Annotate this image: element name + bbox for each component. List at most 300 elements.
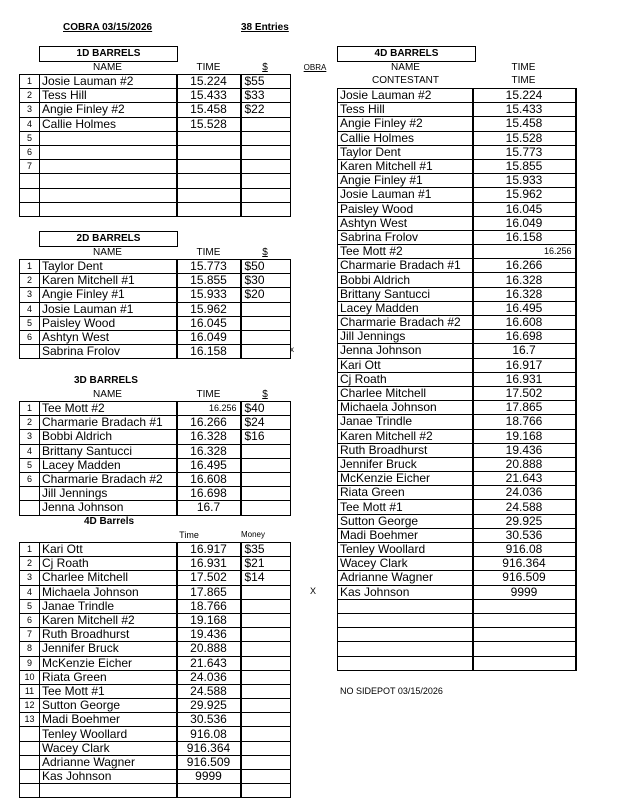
- contestant-name: Paisley Wood: [338, 202, 473, 216]
- payout-amount: [241, 770, 291, 784]
- place-number: [20, 741, 40, 755]
- d2-row: [20, 316, 291, 330]
- payout-amount: $40: [241, 402, 291, 416]
- place-number: 3: [20, 430, 40, 444]
- contestant-name: Jennifer Bruck: [40, 642, 177, 656]
- run-time: 16.328: [473, 287, 576, 301]
- payout-amount: $30: [241, 274, 291, 288]
- payout-amount: [241, 741, 291, 755]
- contestant-name: Angie Finley #2: [40, 103, 177, 117]
- contestant-name: Tee Mott #2: [40, 402, 177, 416]
- d2-row: [20, 330, 291, 344]
- contestant-name: [40, 174, 177, 188]
- all4d-row: [338, 145, 576, 159]
- d3-col-money: $: [262, 389, 268, 400]
- place-number: [20, 755, 40, 769]
- d3-row: [20, 472, 291, 486]
- payout-amount: $50: [241, 260, 291, 274]
- run-time: [177, 188, 241, 202]
- all4d-row: [338, 216, 576, 230]
- contestant-name: Jenna Johnson: [338, 344, 473, 358]
- payout-amount: [241, 458, 291, 472]
- all4d-row: [338, 358, 576, 372]
- run-time: 16.608: [177, 472, 241, 486]
- d4-col-money: Money: [240, 530, 265, 539]
- run-time: 24.036: [473, 486, 576, 500]
- place-number: 10: [20, 670, 40, 684]
- run-time: 17.502: [177, 571, 241, 585]
- run-time: 15.458: [473, 117, 576, 131]
- place-number: 3: [20, 103, 40, 117]
- contestant-name: Bobbi Aldrich: [40, 430, 177, 444]
- place-number: 1: [20, 75, 40, 89]
- run-time: 16.931: [473, 372, 576, 386]
- contestant-name: Josie Lauman #1: [40, 302, 177, 316]
- all4d-row: [338, 330, 576, 344]
- contestant-name: Jenna Johnson: [40, 501, 177, 515]
- d1-col-time: TIME: [196, 62, 221, 73]
- all4d-row: [338, 500, 576, 514]
- all4d-row: [338, 159, 576, 173]
- d4-row: [20, 571, 291, 585]
- run-time: 916.08: [473, 543, 576, 557]
- all4d-row: [338, 301, 576, 315]
- payout-amount: $33: [241, 89, 291, 103]
- d4-row: [20, 599, 291, 613]
- d1-row: [20, 202, 291, 216]
- d4-row: [20, 642, 291, 656]
- contestant-name: Lacey Madden: [338, 301, 473, 315]
- payout-amount: [241, 727, 291, 741]
- contestant-name: Charmarie Bradach #2: [40, 472, 177, 486]
- run-time: 16.045: [473, 202, 576, 216]
- place-number: 2: [20, 274, 40, 288]
- run-time: 15.224: [473, 89, 576, 103]
- run-time: 16.698: [177, 487, 241, 501]
- contestant-name: Riata Green: [338, 486, 473, 500]
- all4d-row: [338, 202, 576, 216]
- payout-amount: [241, 160, 291, 174]
- contestant-name: Tee Mott #1: [338, 500, 473, 514]
- place-number: 2: [20, 416, 40, 430]
- payout-amount: $55: [241, 75, 291, 89]
- contestant-name: Kas Johnson: [338, 585, 473, 599]
- payout-amount: $16: [241, 430, 291, 444]
- all4d-row: [338, 287, 576, 301]
- d4-row: [20, 557, 291, 571]
- d4-title: 4D Barrels: [84, 516, 135, 527]
- payout-amount: $35: [241, 543, 291, 557]
- place-number: 2: [20, 89, 40, 103]
- run-time: 16.158: [473, 230, 576, 244]
- payout-amount: [241, 784, 291, 798]
- contestant-name: Ashtyn West: [40, 330, 177, 344]
- d3-row: [20, 416, 291, 430]
- run-time: 15.933: [177, 288, 241, 302]
- d1-row: [20, 131, 291, 145]
- place-number: [20, 784, 40, 798]
- payout-amount: [241, 585, 291, 599]
- all4d-col-name: NAME: [391, 62, 420, 73]
- contestant-name: Madi Boehmer: [338, 528, 473, 542]
- run-time: 16.917: [473, 358, 576, 372]
- place-number: 7: [20, 160, 40, 174]
- all4d-col-contestant: CONTESTANT: [371, 75, 440, 86]
- run-time: 9999: [473, 585, 576, 599]
- d4-row: [20, 613, 291, 627]
- contestant-name: Janae Trindle: [40, 599, 177, 613]
- d3-table: [19, 401, 291, 516]
- payout-amount: [241, 613, 291, 627]
- contestant-name: Jill Jennings: [40, 487, 177, 501]
- all4d-row: [338, 344, 576, 358]
- run-time: 19.436: [177, 628, 241, 642]
- all4d-row: [338, 401, 576, 415]
- payout-amount: $14: [241, 571, 291, 585]
- all4d-row: [338, 557, 576, 571]
- run-time: 17.865: [473, 401, 576, 415]
- d2-row: [20, 288, 291, 302]
- contestant-name: [338, 613, 473, 627]
- contestant-name: [338, 642, 473, 656]
- d3-col-name: NAME: [93, 389, 122, 400]
- all4d-row: [338, 543, 576, 557]
- payout-amount: [241, 684, 291, 698]
- d4-row: [20, 656, 291, 670]
- all4d-row: [338, 117, 576, 131]
- d1-row: [20, 89, 291, 103]
- contestant-name: Angie Finley #1: [338, 174, 473, 188]
- contestant-name: Adrianne Wagner: [338, 571, 473, 585]
- payout-amount: [241, 188, 291, 202]
- document-title: COBRA 03/15/2026: [63, 22, 153, 33]
- place-number: 4: [20, 444, 40, 458]
- contestant-name: Angie Finley #2: [338, 117, 473, 131]
- d2-col-money: $: [262, 247, 268, 258]
- contestant-name: Angie Finley #1: [40, 288, 177, 302]
- contestant-name: Tess Hill: [40, 89, 177, 103]
- d1-col-name: NAME: [93, 62, 122, 73]
- d1-row: [20, 75, 291, 89]
- place-number: 12: [20, 699, 40, 713]
- contestant-name: Karen Mitchell #2: [40, 613, 177, 627]
- payout-amount: [241, 174, 291, 188]
- payout-amount: [241, 345, 291, 359]
- payout-amount: [241, 472, 291, 486]
- payout-amount: [241, 699, 291, 713]
- run-time: [473, 628, 576, 642]
- all4d-row: [338, 528, 576, 542]
- run-time: 16.328: [177, 430, 241, 444]
- d4-row: [20, 741, 291, 755]
- contestant-name: [338, 656, 473, 670]
- place-number: 6: [20, 145, 40, 159]
- all4d-row: [338, 571, 576, 585]
- contestant-name: Wacey Clark: [338, 557, 473, 571]
- run-time: [473, 613, 576, 627]
- d4-row: [20, 770, 291, 784]
- run-time: 21.643: [473, 472, 576, 486]
- d1-row: [20, 103, 291, 117]
- all4d-footer: NO SIDEPOT 03/15/2026: [340, 686, 443, 696]
- payout-amount: [241, 444, 291, 458]
- d4-col-time: Time: [179, 530, 199, 540]
- run-time: 17.502: [473, 386, 576, 400]
- contestant-name: Wacey Clark: [40, 741, 177, 755]
- place-number: 1: [20, 543, 40, 557]
- d4-row: [20, 727, 291, 741]
- contestant-name: Brittany Santucci: [338, 287, 473, 301]
- contestant-name: Ashtyn West: [338, 216, 473, 230]
- run-time: 19.436: [473, 443, 576, 457]
- contestant-name: Josie Lauman #2: [40, 75, 177, 89]
- all4d-row: [338, 585, 576, 599]
- run-time: 16.256: [473, 245, 576, 259]
- contestant-name: Charmarie Bradach #1: [40, 416, 177, 430]
- payout-amount: [241, 117, 291, 131]
- all4d-row: [338, 245, 576, 259]
- payout-amount: [241, 316, 291, 330]
- contestant-name: [40, 160, 177, 174]
- run-time: 30.536: [177, 713, 241, 727]
- d2-row: [20, 302, 291, 316]
- payout-amount: [241, 642, 291, 656]
- run-time: 16.158: [177, 345, 241, 359]
- d1-col-obra: OBRA: [303, 63, 327, 72]
- contestant-name: Jennifer Bruck: [338, 457, 473, 471]
- run-time: 16.045: [177, 316, 241, 330]
- d3-row: [20, 402, 291, 416]
- d4-row: [20, 628, 291, 642]
- all4d-row: [338, 642, 576, 656]
- contestant-name: Callie Holmes: [338, 131, 473, 145]
- place-number: 1: [20, 402, 40, 416]
- d1-row: [20, 117, 291, 131]
- d1-col-money: $: [262, 62, 268, 73]
- payout-amount: $22: [241, 103, 291, 117]
- all4d-row: [338, 429, 576, 443]
- run-time: 16.256: [177, 402, 241, 416]
- run-time: 24.588: [177, 684, 241, 698]
- run-time: 15.224: [177, 75, 241, 89]
- run-time: 16.698: [473, 330, 576, 344]
- d1-row: [20, 188, 291, 202]
- contestant-name: Karen Mitchell #2: [338, 429, 473, 443]
- contestant-name: Lacey Madden: [40, 458, 177, 472]
- all4d-row: [338, 174, 576, 188]
- all4d-row: [338, 131, 576, 145]
- run-time: [177, 131, 241, 145]
- d2-row: [20, 274, 291, 288]
- run-time: 24.036: [177, 670, 241, 684]
- all4d-row: [338, 230, 576, 244]
- contestant-name: Karen Mitchell #1: [40, 274, 177, 288]
- payout-amount: $24: [241, 416, 291, 430]
- run-time: 916.364: [473, 557, 576, 571]
- run-time: 16.266: [177, 416, 241, 430]
- run-time: 30.536: [473, 528, 576, 542]
- contestant-name: Karen Mitchell #1: [338, 159, 473, 173]
- contestant-name: [338, 628, 473, 642]
- run-time: 16.049: [473, 216, 576, 230]
- contestant-name: Ruth Broadhurst: [40, 628, 177, 642]
- all4d-row: [338, 89, 576, 103]
- place-number: 4: [20, 302, 40, 316]
- run-time: 15.433: [473, 103, 576, 117]
- payout-amount: [241, 656, 291, 670]
- contestant-name: Sutton George: [338, 514, 473, 528]
- run-time: 16.7: [473, 344, 576, 358]
- contestant-name: Michaela Johnson: [338, 401, 473, 415]
- all4d-row: [338, 613, 576, 627]
- run-time: [473, 656, 576, 670]
- all4d-title: 4D BARRELS: [337, 46, 476, 62]
- d3-row: [20, 487, 291, 501]
- payout-amount: [241, 755, 291, 769]
- run-time: 15.773: [177, 260, 241, 274]
- place-number: 2: [20, 557, 40, 571]
- run-time: 16.495: [177, 458, 241, 472]
- place-number: 9: [20, 656, 40, 670]
- payout-amount: [241, 628, 291, 642]
- place-number: 6: [20, 613, 40, 627]
- run-time: [473, 642, 576, 656]
- place-number: [20, 188, 40, 202]
- place-number: [20, 487, 40, 501]
- contestant-name: Tenley Woollard: [40, 727, 177, 741]
- run-time: 19.168: [177, 613, 241, 627]
- run-time: 18.766: [473, 415, 576, 429]
- d3-row: [20, 458, 291, 472]
- run-time: 16.328: [177, 444, 241, 458]
- contestant-name: [40, 202, 177, 216]
- place-number: [20, 501, 40, 515]
- d3-row: [20, 501, 291, 515]
- place-number: [20, 770, 40, 784]
- contestant-name: Tee Mott #2: [338, 245, 473, 259]
- run-time: [473, 599, 576, 613]
- run-time: 16.328: [473, 273, 576, 287]
- run-time: [177, 160, 241, 174]
- place-number: 8: [20, 642, 40, 656]
- place-number: 5: [20, 316, 40, 330]
- d2-col-name: NAME: [93, 247, 122, 258]
- all4d-row: [338, 415, 576, 429]
- contestant-name: Bobbi Aldrich: [338, 273, 473, 287]
- contestant-name: Brittany Santucci: [40, 444, 177, 458]
- run-time: 916.509: [473, 571, 576, 585]
- run-time: 20.888: [177, 642, 241, 656]
- contestant-name: [338, 599, 473, 613]
- all4d-row: [338, 472, 576, 486]
- run-time: 20.888: [473, 457, 576, 471]
- run-time: [177, 784, 241, 798]
- run-time: 15.528: [177, 117, 241, 131]
- contestant-name: Paisley Wood: [40, 316, 177, 330]
- run-time: 15.773: [473, 145, 576, 159]
- contestant-name: Jill Jennings: [338, 330, 473, 344]
- payout-amount: [241, 145, 291, 159]
- contestant-name: Michaela Johnson: [40, 585, 177, 599]
- contestant-name: Josie Lauman #1: [338, 188, 473, 202]
- all4d-row: [338, 443, 576, 457]
- place-number: 3: [20, 571, 40, 585]
- payout-amount: [241, 330, 291, 344]
- run-time: [177, 145, 241, 159]
- run-time: 15.962: [177, 302, 241, 316]
- place-number: 13: [20, 713, 40, 727]
- payout-amount: [241, 599, 291, 613]
- all4d-row: [338, 514, 576, 528]
- contestant-name: Adrianne Wagner: [40, 755, 177, 769]
- place-number: [20, 174, 40, 188]
- d2-table: [19, 259, 291, 359]
- all4d-row: [338, 316, 576, 330]
- run-time: 18.766: [177, 599, 241, 613]
- contestant-name: [40, 188, 177, 202]
- place-number: 5: [20, 458, 40, 472]
- d2-col-time: TIME: [196, 247, 221, 258]
- contestant-name: [40, 784, 177, 798]
- place-number: 3: [20, 288, 40, 302]
- contestant-name: Sutton George: [40, 699, 177, 713]
- d4-row: [20, 784, 291, 798]
- place-number: [20, 727, 40, 741]
- d1-row: [20, 160, 291, 174]
- d4-row: [20, 585, 291, 599]
- place-number: 5: [20, 599, 40, 613]
- payout-amount: [241, 202, 291, 216]
- contestant-name: Charlee Mitchell: [40, 571, 177, 585]
- run-time: 15.962: [473, 188, 576, 202]
- d3-row: [20, 444, 291, 458]
- contestant-name: Ruth Broadhurst: [338, 443, 473, 457]
- d2-row: [20, 345, 291, 359]
- run-time: 17.865: [177, 585, 241, 599]
- run-time: 19.168: [473, 429, 576, 443]
- all4d-row: [338, 457, 576, 471]
- run-time: 24.588: [473, 500, 576, 514]
- d2-title: 2D BARRELS: [39, 231, 178, 247]
- contestant-name: Cj Roath: [40, 557, 177, 571]
- run-time: 16.049: [177, 330, 241, 344]
- contestant-name: Charlee Mitchell: [338, 386, 473, 400]
- place-number: [20, 202, 40, 216]
- contestant-name: Taylor Dent: [338, 145, 473, 159]
- run-time: 16.266: [473, 259, 576, 273]
- d4-row: [20, 684, 291, 698]
- all4d-row: [338, 486, 576, 500]
- payout-amount: [241, 501, 291, 515]
- contestant-name: Madi Boehmer: [40, 713, 177, 727]
- run-time: 15.933: [473, 174, 576, 188]
- all4d-row: [338, 599, 576, 613]
- run-time: [177, 202, 241, 216]
- place-number: 6: [20, 330, 40, 344]
- all4d-row: [338, 259, 576, 273]
- contestant-name: McKenzie Eicher: [338, 472, 473, 486]
- place-number: 4: [20, 585, 40, 599]
- contestant-name: [40, 145, 177, 159]
- place-number: 5: [20, 131, 40, 145]
- all4d-row: [338, 656, 576, 670]
- d4-row: [20, 670, 291, 684]
- contestant-name: Tenley Woollard: [338, 543, 473, 557]
- contestant-name: Tee Mott #1: [40, 684, 177, 698]
- place-number: 11: [20, 684, 40, 698]
- run-time: 916.364: [177, 741, 241, 755]
- d4-row: [20, 755, 291, 769]
